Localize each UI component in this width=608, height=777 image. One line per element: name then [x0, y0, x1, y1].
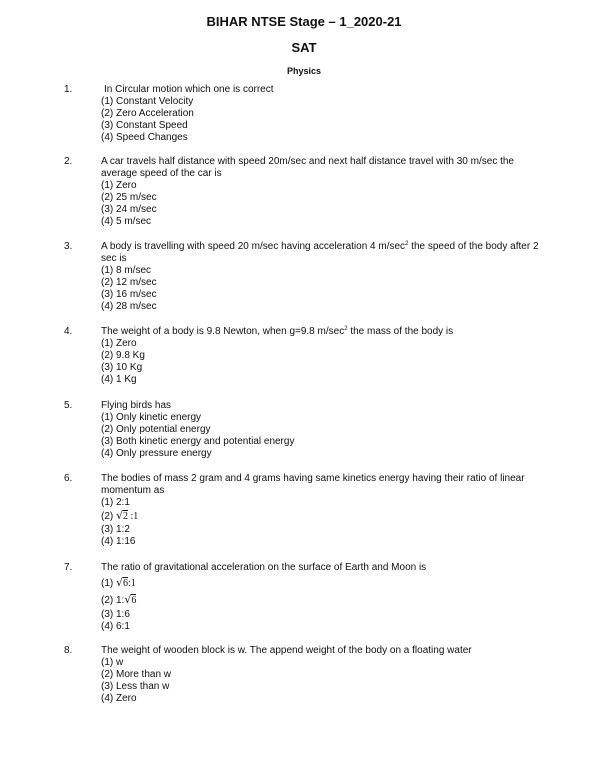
radicand: 2	[123, 511, 129, 522]
question-number: 2.	[64, 156, 73, 167]
subject-heading: Physics	[286, 66, 322, 76]
paper-name: SAT	[291, 40, 317, 55]
page-title: BIHAR NTSE Stage – 1_2020-21	[206, 14, 402, 29]
option-list	[101, 575, 549, 633]
option: (1) Zero	[101, 338, 137, 349]
option: (2) 12 m/sec	[101, 277, 157, 288]
option: (4) 1 Kg	[101, 374, 137, 385]
radicand: 6	[123, 578, 129, 589]
option-prefix: (2)	[101, 511, 116, 522]
option: (3) Less than w	[101, 681, 170, 692]
option-prefix: (2) 1:	[101, 595, 125, 606]
option: (2) Only potential energy	[101, 424, 211, 435]
option-suffix: :1	[128, 578, 136, 589]
question-text-part: the speed of the body after 2 sec is	[101, 241, 539, 264]
option-radical	[101, 592, 549, 609]
question-number: 6.	[64, 473, 73, 484]
question-number: 1.	[64, 84, 73, 95]
superscript: 2	[405, 241, 409, 247]
option: (3) 1:6	[101, 609, 130, 620]
option: (2) 25 m/sec	[101, 192, 157, 203]
superscript: 2	[344, 326, 348, 332]
radicand: 6	[131, 595, 137, 606]
sqrt-sign: √	[116, 576, 124, 589]
option: (4) Speed Changes	[101, 132, 188, 143]
option: (1) Constant Velocity	[101, 96, 194, 107]
question-text	[101, 326, 549, 338]
option-list	[101, 265, 549, 313]
option: (2) More than w	[101, 669, 172, 680]
option: (3) 24 m/sec	[101, 204, 157, 215]
sqrt-sign: √	[116, 509, 124, 522]
question-number: 3.	[64, 241, 73, 252]
question-text: Flying birds has	[101, 400, 172, 411]
option: (4) 1:16	[101, 536, 136, 547]
option: (3) Constant Speed	[101, 120, 188, 131]
option-list	[101, 180, 549, 228]
question-text: A car travels half distance with speed 20m/sec and next half distance travel with 30 m/sec the average speed of the car is	[101, 156, 514, 179]
option-radical	[101, 509, 549, 524]
question-number: 8.	[64, 645, 73, 656]
option: (1) Only kinetic energy	[101, 412, 202, 423]
question-text-part: the mass of the body is	[347, 326, 454, 337]
option: (3) 10 Kg	[101, 362, 143, 373]
option-list	[101, 497, 549, 548]
question-text-part: The weight of a body is 9.8 Newton, when g=9.8 m/sec	[101, 326, 345, 337]
option-suffix: :1	[128, 511, 139, 522]
option: (2) Zero Acceleration	[101, 108, 194, 119]
question-text: The ratio of gravitational acceleration on the surface of Earth and Moon is	[101, 562, 427, 573]
question-text: In Circular motion which one is correct	[104, 84, 274, 95]
option: (3) Both kinetic energy and potential energy	[101, 436, 295, 447]
option-list	[101, 338, 549, 386]
question-number: 5.	[64, 400, 73, 411]
option-list	[101, 657, 549, 705]
option-prefix: (1)	[101, 578, 116, 589]
option: (1) 2:1	[101, 497, 130, 508]
option: (4) Only pressure energy	[101, 448, 212, 459]
option: (4) 6:1	[101, 621, 130, 632]
option: (3) 16 m/sec	[101, 289, 157, 300]
question-number: 7.	[64, 562, 73, 573]
sqrt-sign: √	[124, 593, 132, 606]
option: (1) 8 m/sec	[101, 265, 152, 276]
question-number: 4.	[64, 326, 73, 337]
question-text: The bodies of mass 2 gram and 4 grams having same kinetics energy having their ratio of linear momentum as	[101, 473, 525, 496]
option: (4) 5 m/sec	[101, 216, 152, 227]
option: (4) Zero	[101, 693, 137, 704]
option: (1) Zero	[101, 180, 137, 191]
option: (4) 28 m/sec	[101, 301, 157, 312]
question-text-part: A body is travelling with speed 20 m/sec having acceleration 4 m/sec	[101, 241, 406, 252]
question-text	[101, 241, 549, 265]
question-text: The weight of wooden block is w. The append weight of the body on a floating water	[101, 645, 472, 656]
option: (1) w	[101, 657, 124, 668]
option: (3) 1:2	[101, 524, 130, 535]
option-list	[101, 412, 549, 460]
option-radical	[101, 575, 549, 592]
option: (2) 9.8 Kg	[101, 350, 145, 361]
option-list	[101, 96, 549, 144]
